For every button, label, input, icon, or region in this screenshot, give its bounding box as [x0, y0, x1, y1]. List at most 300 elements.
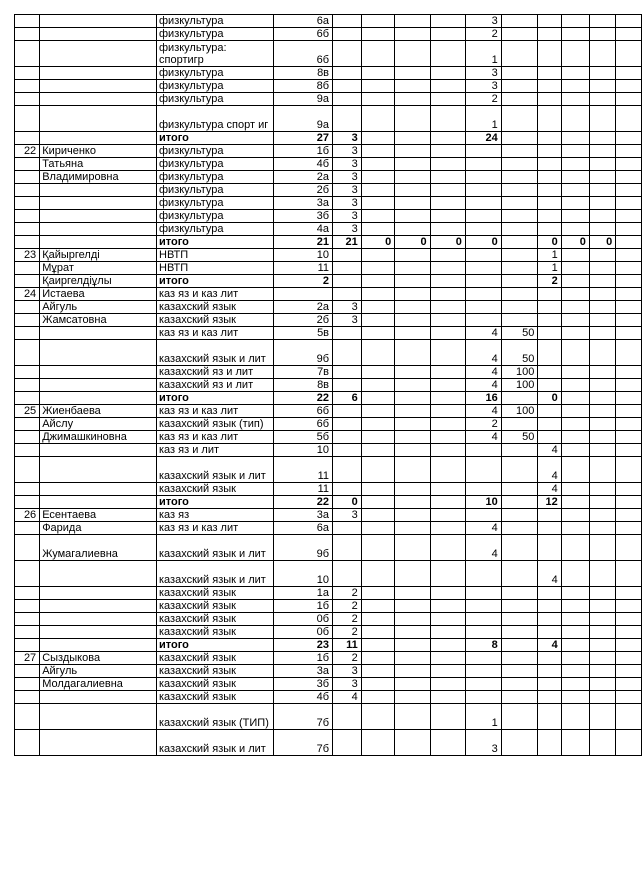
hours-cell — [561, 457, 589, 483]
table-row — [15, 730, 642, 756]
hours-cell — [561, 171, 589, 184]
teacher-name-cell: Молдагалиевна — [40, 678, 157, 691]
teacher-name-cell — [40, 106, 157, 132]
hours-cell: 4 — [538, 639, 561, 652]
class-cell: 22 — [273, 392, 332, 405]
hours-cell — [361, 639, 395, 652]
table-row — [15, 340, 642, 366]
hours-cell: 4 — [465, 327, 501, 340]
hours-cell — [333, 444, 362, 457]
table-row — [15, 379, 642, 392]
hours-cell: 2 — [465, 418, 501, 431]
hours-cell — [538, 197, 561, 210]
teacher-name-cell — [40, 236, 157, 249]
hours-cell — [616, 483, 642, 496]
hours-cell — [501, 314, 538, 327]
hours-cell — [361, 704, 395, 730]
hours-cell — [430, 366, 465, 379]
class-cell: 0б — [273, 613, 332, 626]
hours-cell — [501, 691, 538, 704]
hours-cell — [616, 236, 642, 249]
subject-cell: каз яз — [157, 509, 274, 522]
teacher-name-cell: Истаева — [40, 288, 157, 301]
hours-cell — [616, 431, 642, 444]
hours-cell: 3 — [465, 80, 501, 93]
hours-cell — [395, 678, 430, 691]
subject-cell: физкультура — [157, 210, 274, 223]
hours-cell — [430, 704, 465, 730]
hours-cell — [561, 444, 589, 457]
hours-cell: 4 — [465, 379, 501, 392]
hours-cell — [589, 15, 615, 28]
teacher-name-cell — [40, 67, 157, 80]
hours-cell — [430, 613, 465, 626]
class-cell: 0б — [273, 626, 332, 639]
hours-cell — [361, 405, 395, 418]
hours-cell — [561, 366, 589, 379]
table-row — [15, 366, 642, 379]
row-number-cell — [15, 431, 40, 444]
hours-cell — [395, 613, 430, 626]
hours-cell — [589, 665, 615, 678]
hours-cell — [616, 314, 642, 327]
hours-cell — [361, 509, 395, 522]
hours-cell — [501, 288, 538, 301]
teacher-name-cell — [40, 730, 157, 756]
hours-cell — [465, 184, 501, 197]
hours-cell — [616, 587, 642, 600]
workload-table — [14, 14, 642, 756]
hours-cell — [333, 535, 362, 561]
teacher-name-cell — [40, 80, 157, 93]
hours-cell — [538, 665, 561, 678]
hours-cell — [538, 171, 561, 184]
hours-cell — [361, 665, 395, 678]
hours-cell — [333, 704, 362, 730]
hours-cell — [501, 132, 538, 145]
hours-cell: 4 — [538, 444, 561, 457]
hours-cell — [395, 171, 430, 184]
hours-cell — [616, 132, 642, 145]
hours-cell — [589, 106, 615, 132]
hours-cell — [561, 184, 589, 197]
hours-cell — [589, 457, 615, 483]
table-row — [15, 613, 642, 626]
subject-cell: казахский язык — [157, 665, 274, 678]
hours-cell — [465, 275, 501, 288]
hours-cell — [538, 626, 561, 639]
hours-cell: 100 — [501, 379, 538, 392]
hours-cell — [333, 28, 362, 41]
hours-cell — [430, 67, 465, 80]
hours-cell — [395, 249, 430, 262]
hours-cell — [430, 522, 465, 535]
hours-cell — [561, 535, 589, 561]
hours-cell — [361, 678, 395, 691]
class-cell: 2 — [273, 275, 332, 288]
hours-cell — [395, 314, 430, 327]
hours-cell: 2 — [333, 587, 362, 600]
row-number-cell — [15, 496, 40, 509]
teacher-name-cell — [40, 366, 157, 379]
teacher-name-cell — [40, 379, 157, 392]
row-number-cell — [15, 691, 40, 704]
hours-cell — [589, 262, 615, 275]
hours-cell — [616, 639, 642, 652]
subject-cell: казахский язык — [157, 678, 274, 691]
teacher-name-cell — [40, 28, 157, 41]
hours-cell — [538, 691, 561, 704]
subject-cell: казахский яз и лит — [157, 379, 274, 392]
hours-cell — [361, 535, 395, 561]
subject-cell: итого — [157, 392, 274, 405]
hours-cell — [465, 249, 501, 262]
hours-cell — [430, 93, 465, 106]
subject-cell: казахский язык (тип) — [157, 418, 274, 431]
hours-cell — [538, 93, 561, 106]
row-number-cell — [15, 223, 40, 236]
hours-cell — [616, 522, 642, 535]
hours-cell — [465, 171, 501, 184]
hours-cell — [616, 340, 642, 366]
hours-cell — [361, 262, 395, 275]
hours-cell — [616, 535, 642, 561]
hours-cell — [361, 730, 395, 756]
hours-cell: 0 — [538, 236, 561, 249]
hours-cell — [501, 522, 538, 535]
table-row — [15, 145, 642, 158]
total-row — [15, 639, 642, 652]
teacher-name-cell: Есентаева — [40, 509, 157, 522]
hours-cell — [538, 132, 561, 145]
hours-cell — [361, 457, 395, 483]
hours-cell — [561, 197, 589, 210]
hours-cell — [465, 145, 501, 158]
hours-cell: 8 — [465, 639, 501, 652]
hours-cell — [465, 665, 501, 678]
hours-cell — [501, 600, 538, 613]
hours-cell — [361, 626, 395, 639]
table-row — [15, 587, 642, 600]
table-row — [15, 249, 642, 262]
hours-cell — [616, 457, 642, 483]
subject-cell: казахский язык и лит — [157, 457, 274, 483]
hours-cell — [361, 132, 395, 145]
subject-cell: физкультура — [157, 28, 274, 41]
hours-cell — [333, 327, 362, 340]
hours-cell — [430, 457, 465, 483]
hours-cell — [465, 691, 501, 704]
hours-cell — [561, 93, 589, 106]
row-number-cell — [15, 730, 40, 756]
hours-cell — [589, 522, 615, 535]
hours-cell — [361, 392, 395, 405]
hours-cell — [430, 652, 465, 665]
hours-cell — [465, 210, 501, 223]
hours-cell — [361, 41, 395, 67]
hours-cell — [361, 340, 395, 366]
row-number-cell — [15, 15, 40, 28]
teacher-name-cell — [40, 327, 157, 340]
hours-cell — [395, 106, 430, 132]
hours-cell: 3 — [333, 184, 362, 197]
table-row — [15, 522, 642, 535]
hours-cell — [395, 457, 430, 483]
hours-cell — [395, 483, 430, 496]
hours-cell: 3 — [333, 197, 362, 210]
subject-cell: физкультура — [157, 184, 274, 197]
hours-cell — [538, 730, 561, 756]
hours-cell — [589, 171, 615, 184]
hours-cell — [589, 301, 615, 314]
hours-cell — [395, 366, 430, 379]
row-number-cell — [15, 106, 40, 132]
hours-cell — [616, 392, 642, 405]
hours-cell — [430, 275, 465, 288]
row-number-cell — [15, 665, 40, 678]
row-number-cell — [15, 93, 40, 106]
hours-cell — [395, 145, 430, 158]
hours-cell: 3 — [333, 509, 362, 522]
hours-cell — [538, 41, 561, 67]
hours-cell — [361, 600, 395, 613]
class-cell: 6б — [273, 41, 332, 67]
hours-cell — [501, 41, 538, 67]
hours-cell — [361, 561, 395, 587]
table-row — [15, 301, 642, 314]
hours-cell: 1 — [538, 262, 561, 275]
hours-cell: 2 — [538, 275, 561, 288]
hours-cell — [538, 158, 561, 171]
hours-cell — [465, 158, 501, 171]
hours-cell — [589, 405, 615, 418]
hours-cell — [501, 678, 538, 691]
hours-cell — [561, 522, 589, 535]
hours-cell — [333, 561, 362, 587]
hours-cell — [395, 418, 430, 431]
hours-cell — [501, 210, 538, 223]
hours-cell — [361, 28, 395, 41]
subject-cell: физкультура — [157, 67, 274, 80]
table-row — [15, 626, 642, 639]
hours-cell — [501, 106, 538, 132]
table-row — [15, 652, 642, 665]
class-cell: 9а — [273, 106, 332, 132]
hours-cell: 2 — [333, 626, 362, 639]
hours-cell: 3 — [333, 678, 362, 691]
subject-cell: итого — [157, 639, 274, 652]
hours-cell — [501, 223, 538, 236]
hours-cell: 3 — [333, 145, 362, 158]
hours-cell — [561, 28, 589, 41]
hours-cell — [361, 379, 395, 392]
hours-cell — [589, 223, 615, 236]
hours-cell — [561, 652, 589, 665]
hours-cell — [538, 327, 561, 340]
hours-cell — [589, 600, 615, 613]
hours-cell — [333, 405, 362, 418]
teacher-name-cell — [40, 197, 157, 210]
hours-cell — [616, 418, 642, 431]
hours-cell — [538, 678, 561, 691]
hours-cell — [395, 210, 430, 223]
hours-cell — [561, 483, 589, 496]
hours-cell: 3 — [333, 132, 362, 145]
total-row — [15, 496, 642, 509]
hours-cell — [561, 340, 589, 366]
subject-cell: каз яз и каз лит — [157, 327, 274, 340]
teacher-name-cell — [40, 496, 157, 509]
hours-cell — [501, 145, 538, 158]
row-number-cell — [15, 340, 40, 366]
hours-cell — [561, 392, 589, 405]
hours-cell — [361, 418, 395, 431]
hours-cell — [501, 80, 538, 93]
hours-cell — [538, 67, 561, 80]
hours-cell — [561, 262, 589, 275]
teacher-name-cell — [40, 184, 157, 197]
hours-cell — [395, 275, 430, 288]
hours-cell — [430, 444, 465, 457]
hours-cell — [561, 327, 589, 340]
hours-cell — [361, 223, 395, 236]
hours-cell — [361, 158, 395, 171]
hours-cell — [361, 327, 395, 340]
hours-cell: 3 — [465, 730, 501, 756]
total-row — [15, 275, 642, 288]
class-cell: 1б — [273, 145, 332, 158]
hours-cell — [501, 275, 538, 288]
class-cell: 10 — [273, 249, 332, 262]
hours-cell: 0 — [395, 236, 430, 249]
hours-cell — [561, 158, 589, 171]
hours-cell — [465, 561, 501, 587]
hours-cell — [589, 704, 615, 730]
hours-cell — [561, 730, 589, 756]
hours-cell — [589, 639, 615, 652]
class-cell: 7б — [273, 704, 332, 730]
hours-cell — [616, 249, 642, 262]
hours-cell — [616, 626, 642, 639]
teacher-name-cell — [40, 41, 157, 67]
class-cell: 9а — [273, 93, 332, 106]
subject-cell: итого — [157, 496, 274, 509]
hours-cell — [589, 314, 615, 327]
class-cell: 6а — [273, 15, 332, 28]
hours-cell — [395, 444, 430, 457]
hours-cell: 3 — [465, 67, 501, 80]
hours-cell: 11 — [333, 639, 362, 652]
hours-cell — [561, 132, 589, 145]
hours-cell — [395, 496, 430, 509]
hours-cell — [589, 561, 615, 587]
hours-cell — [501, 496, 538, 509]
class-cell: 6б — [273, 28, 332, 41]
hours-cell — [501, 93, 538, 106]
table-row — [15, 262, 642, 275]
row-number-cell: 25 — [15, 405, 40, 418]
subject-cell: физкультура спорт иг — [157, 106, 274, 132]
hours-cell — [333, 262, 362, 275]
hours-cell — [501, 652, 538, 665]
hours-cell — [616, 41, 642, 67]
hours-cell — [430, 223, 465, 236]
hours-cell — [395, 132, 430, 145]
teacher-name-cell — [40, 626, 157, 639]
table-row — [15, 314, 642, 327]
row-number-cell — [15, 535, 40, 561]
hours-cell — [589, 197, 615, 210]
teacher-name-cell — [40, 15, 157, 28]
hours-cell — [361, 366, 395, 379]
subject-cell: казахский язык — [157, 483, 274, 496]
hours-cell — [333, 730, 362, 756]
hours-cell — [538, 223, 561, 236]
hours-cell — [430, 210, 465, 223]
teacher-name-cell: Айгуль — [40, 665, 157, 678]
subject-cell: физкультура — [157, 15, 274, 28]
hours-cell — [430, 496, 465, 509]
table-row — [15, 171, 642, 184]
hours-cell — [538, 613, 561, 626]
table-row — [15, 327, 642, 340]
hours-cell — [430, 587, 465, 600]
hours-cell — [395, 158, 430, 171]
hours-cell — [465, 483, 501, 496]
teacher-name-cell: Қаиргелдіұлы — [40, 275, 157, 288]
hours-cell: 0 — [430, 236, 465, 249]
hours-cell — [561, 301, 589, 314]
hours-cell — [395, 223, 430, 236]
hours-cell — [589, 210, 615, 223]
row-number-cell — [15, 275, 40, 288]
hours-cell — [333, 275, 362, 288]
hours-cell — [361, 431, 395, 444]
hours-cell — [395, 197, 430, 210]
hours-cell — [589, 509, 615, 522]
hours-cell — [395, 652, 430, 665]
hours-cell — [538, 28, 561, 41]
hours-cell — [616, 197, 642, 210]
class-cell: 8в — [273, 67, 332, 80]
hours-cell — [430, 288, 465, 301]
hours-cell — [465, 509, 501, 522]
row-number-cell — [15, 418, 40, 431]
teacher-name-cell: Жамсатовна — [40, 314, 157, 327]
hours-cell: 50 — [501, 327, 538, 340]
hours-cell — [589, 41, 615, 67]
hours-cell — [589, 431, 615, 444]
hours-cell — [395, 262, 430, 275]
subject-cell: казахский язык и лит — [157, 561, 274, 587]
class-cell: 3а — [273, 197, 332, 210]
hours-cell — [616, 93, 642, 106]
row-number-cell: 22 — [15, 145, 40, 158]
hours-cell — [616, 28, 642, 41]
hours-cell — [616, 145, 642, 158]
table-row — [15, 444, 642, 457]
hours-cell — [395, 15, 430, 28]
hours-cell — [538, 405, 561, 418]
table-body — [15, 15, 642, 756]
teacher-name-cell: Джимашкиновна — [40, 431, 157, 444]
subject-cell: физкультура: спортигр — [157, 41, 274, 67]
class-cell: 5б — [273, 431, 332, 444]
hours-cell — [561, 210, 589, 223]
row-number-cell — [15, 444, 40, 457]
hours-cell — [465, 626, 501, 639]
hours-cell — [616, 704, 642, 730]
